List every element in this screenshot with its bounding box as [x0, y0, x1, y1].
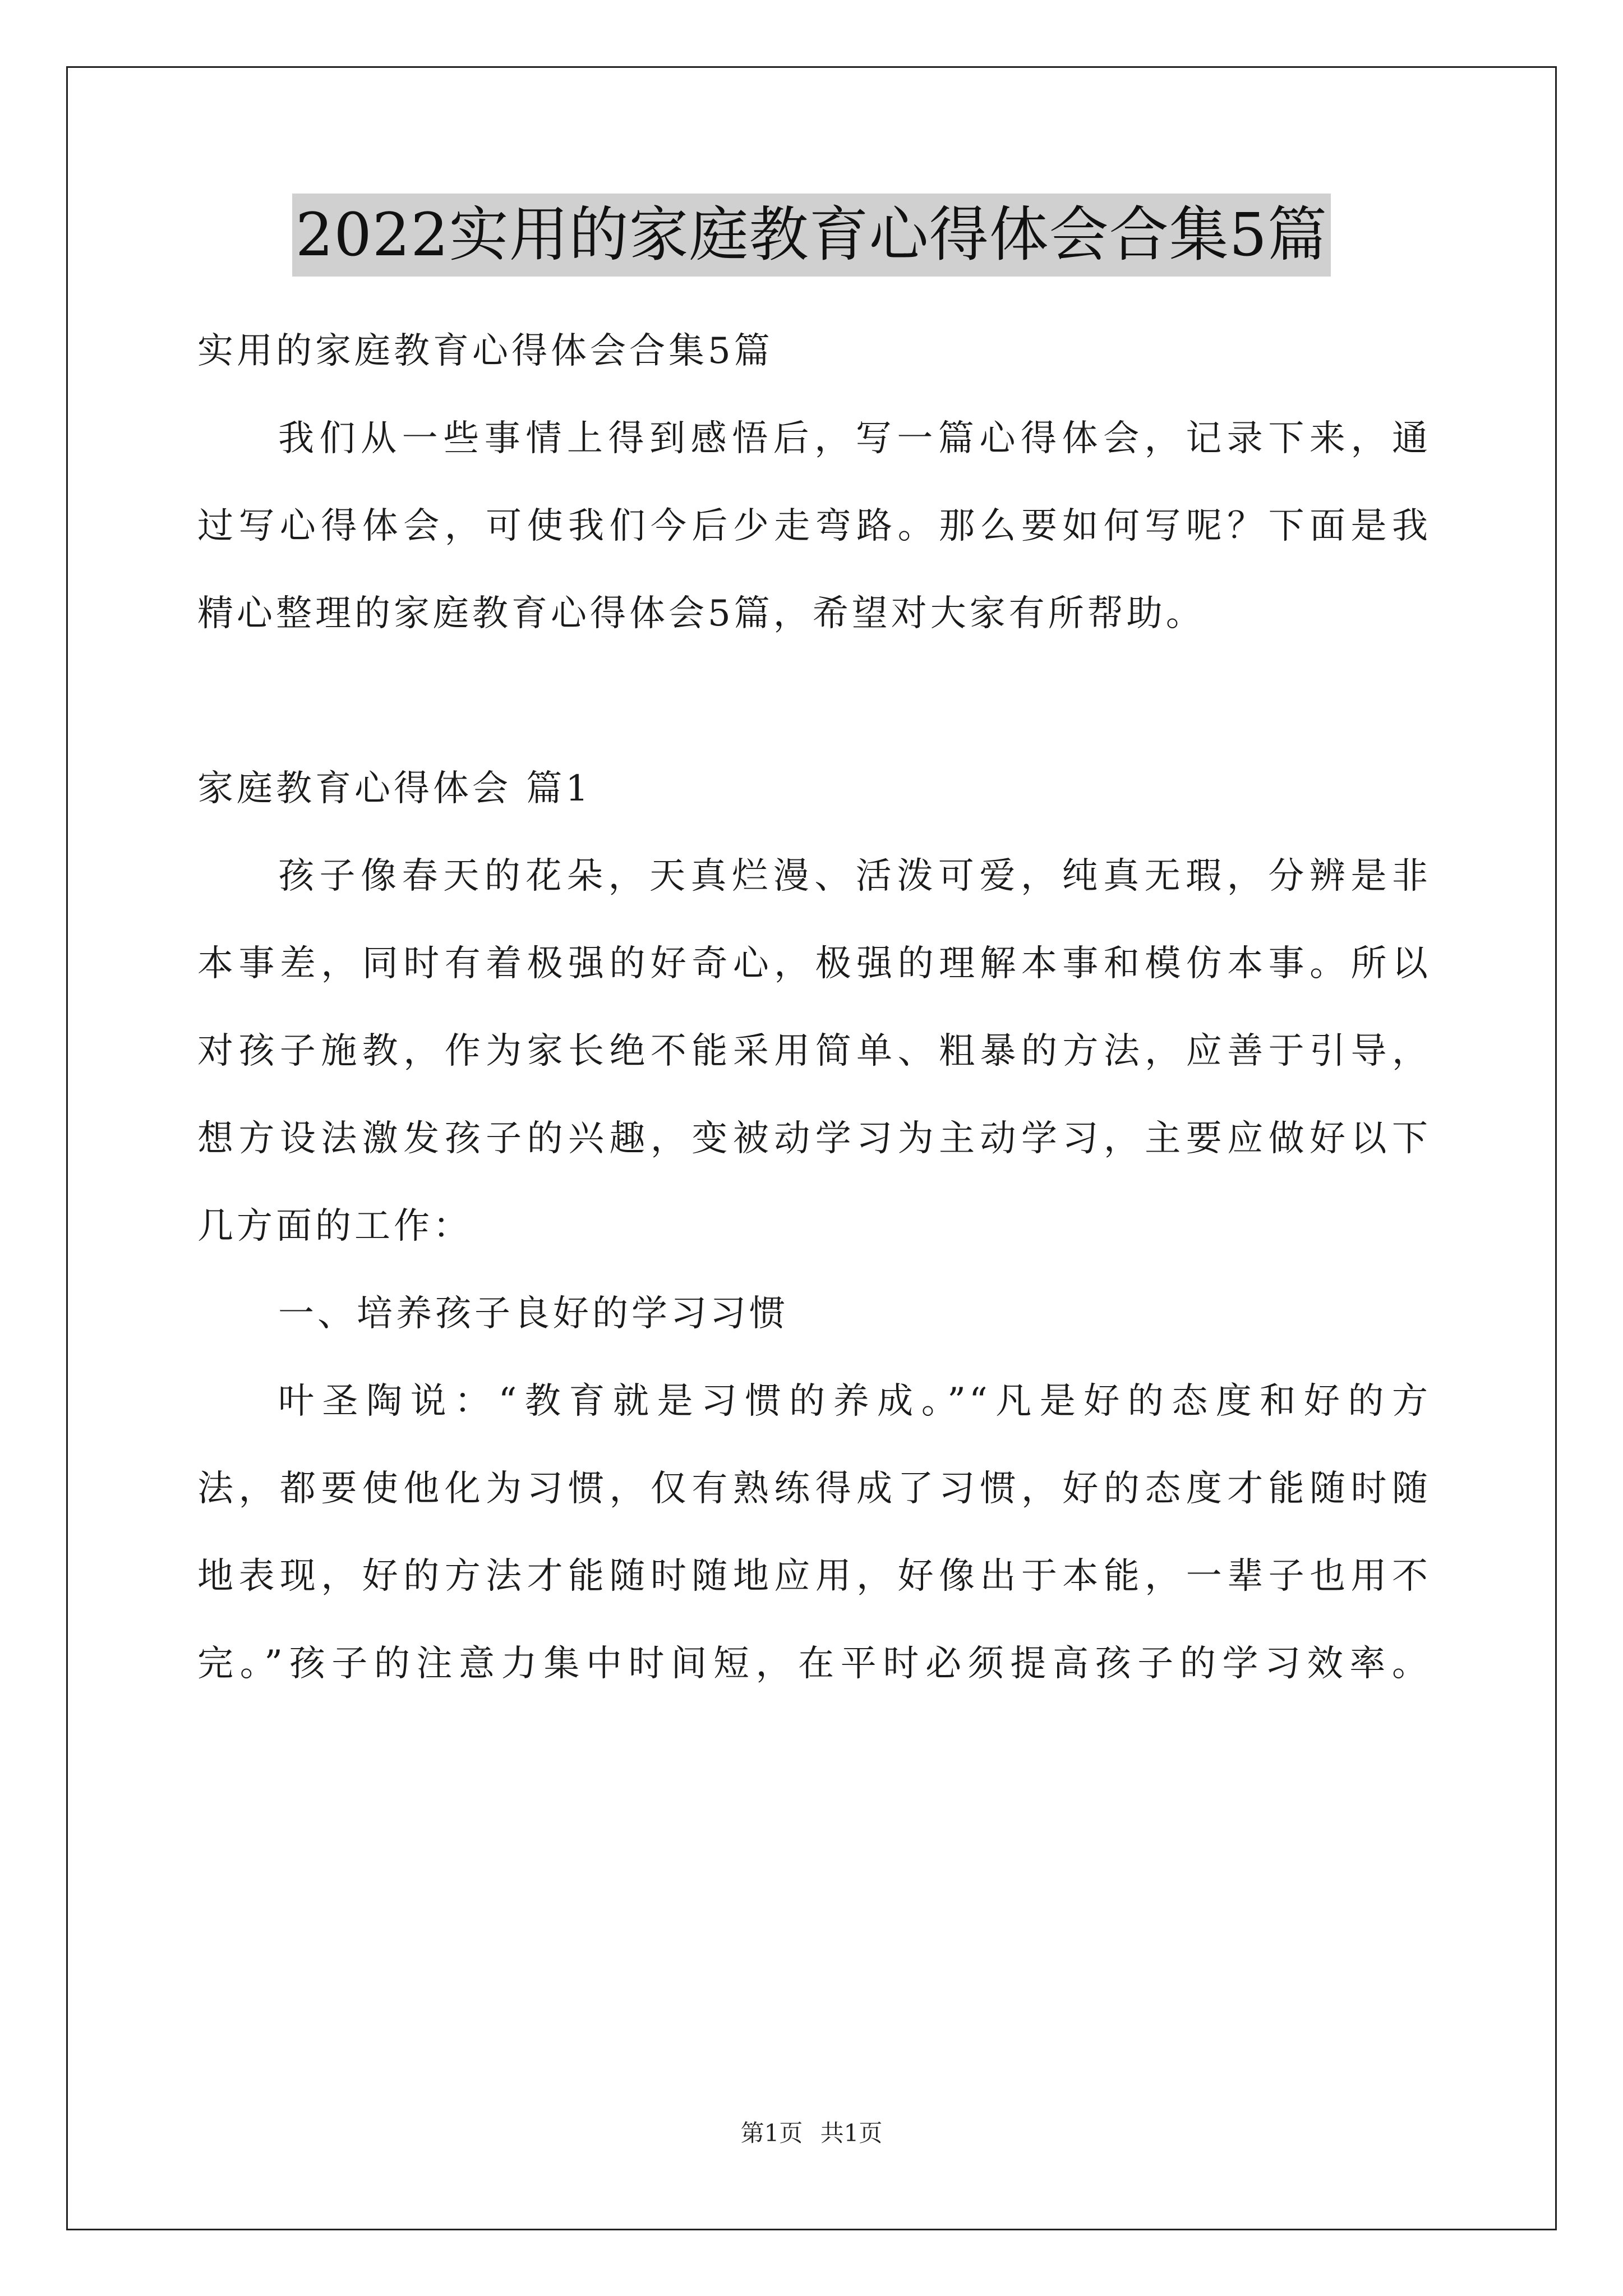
para1-line: 对孩子施教，作为家长绝不能采用简单、粗暴的方法，应善于引导，	[197, 1030, 1431, 1072]
intro-line: 过写心得体会，可使我们今后少走弯路。那么要如何写呢？下面是我	[197, 505, 1431, 547]
para1-line: 孩子像春天的花朵，天真烂漫、活泼可爱，纯真无瑕，分辨是非	[278, 855, 1431, 897]
para2-line: 完。”孩子的注意力集中时间短，在平时必须提高孩子的学习效率。	[197, 1643, 1431, 1685]
para1-line: 本事差，同时有着极强的好奇心，极强的理解本事和模仿本事。所以	[197, 943, 1431, 984]
para2-line: 叶圣陶说：“教育就是习惯的养成。”“凡是好的态度和好的方	[278, 1381, 1431, 1422]
subheading: 一、培养孩子良好的学习习惯	[278, 1293, 789, 1335]
section-heading: 家庭教育心得体会 篇1	[197, 768, 592, 809]
para1-line: 几方面的工作：	[197, 1205, 472, 1247]
document-body	[197, 307, 1431, 1708]
intro-line: 我们从一些事情上得到感悟后，写一篇心得体会，记录下来，通	[278, 418, 1431, 459]
intro-line: 精心整理的家庭教育心得体会5篇，希望对大家有所帮助。	[197, 593, 1205, 634]
para1-line: 想方设法激发孩子的兴趣，变被动学习为主动学习，主要应做好以下	[197, 1118, 1431, 1159]
title-wrap	[0, 194, 1623, 277]
document-subtitle: 实用的家庭教育心得体会合集5篇	[197, 330, 773, 372]
document-title: 2022实用的家庭教育心得体会合集5篇	[292, 194, 1331, 277]
spacer	[197, 657, 1431, 745]
page-footer: 第1页 共1页	[740, 2119, 883, 2147]
para2-line: 法，都要使他化为习惯，仅有熟练得成了习惯，好的态度才能随时随	[197, 1468, 1431, 1510]
para2-line: 地表现，好的方法才能随时随地应用，好像出于本能，一辈子也用不	[197, 1556, 1431, 1597]
